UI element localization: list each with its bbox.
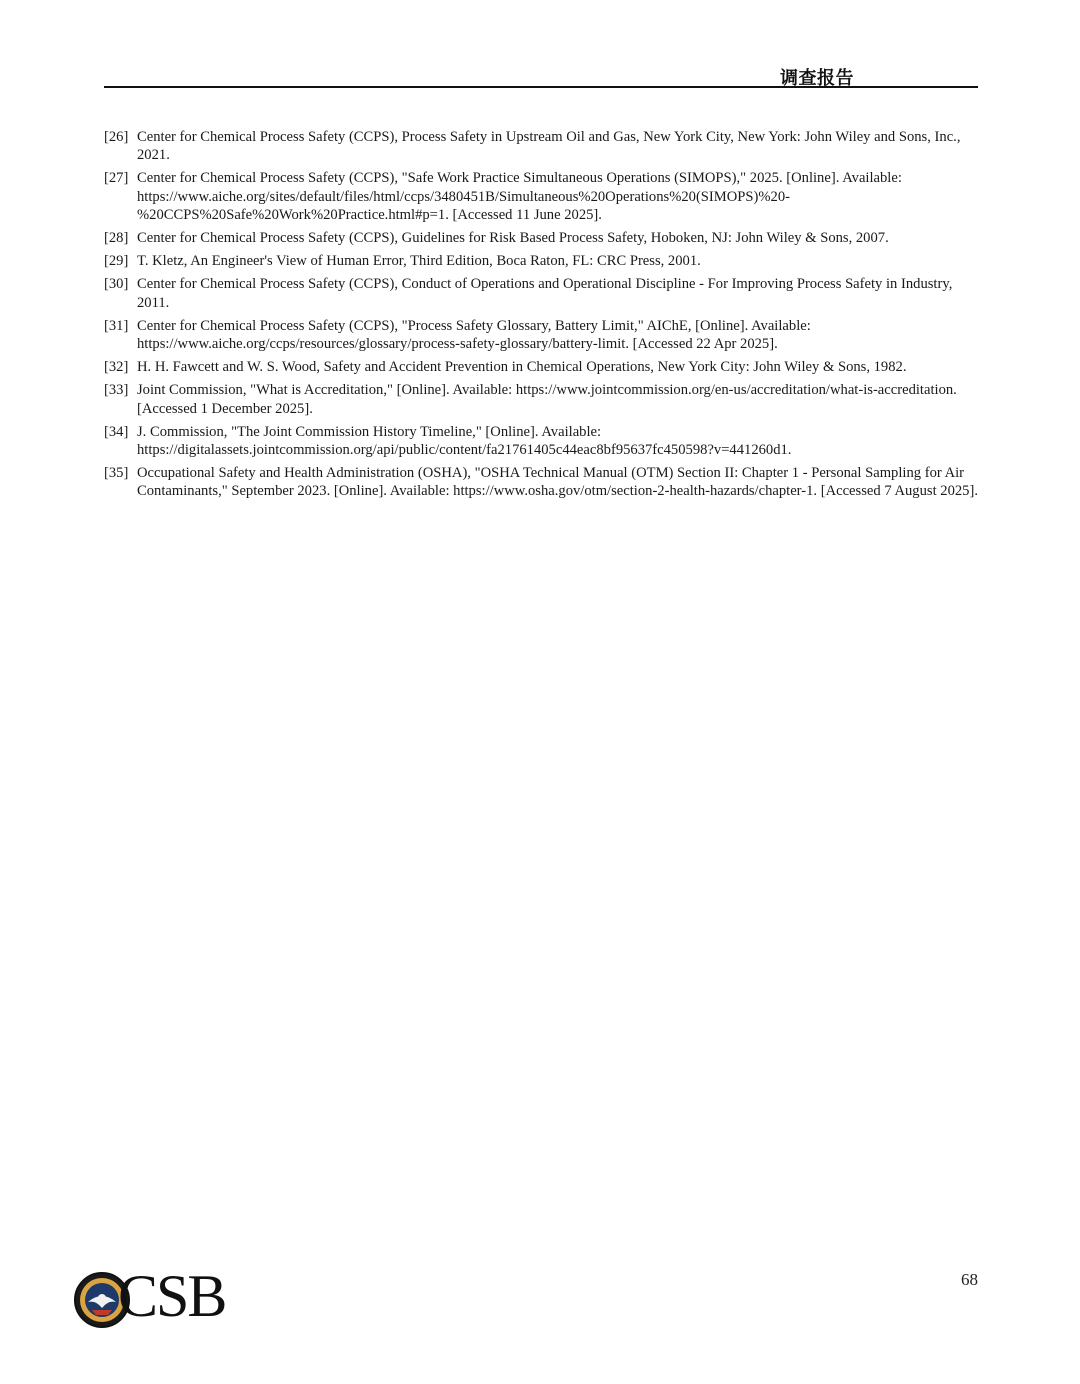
reference-text: Center for Chemical Process Safety (CCPS), Guidelines for Risk Based Process Safety, Hoboken, NJ: John Wiley & Sons, 2007.: [137, 230, 889, 247]
reference-item: [104, 358, 978, 376]
reference-item: [104, 128, 978, 164]
reference-list: [104, 128, 978, 506]
reference-item: [104, 169, 978, 224]
reference-number: [30]: [104, 276, 129, 293]
reference-item: [104, 423, 978, 459]
header-divider: [104, 86, 978, 88]
reference-item: [104, 381, 978, 417]
reference-item: [104, 275, 978, 311]
reference-text: H. H. Fawcett and W. S. Wood, Safety and Accident Prevention in Chemical Operations, New York City: John Wiley & Sons, 1982.: [137, 359, 907, 376]
reference-item: [104, 229, 978, 247]
reference-item: [104, 317, 978, 353]
reference-item: [104, 464, 978, 500]
reference-text: T. Kletz, An Engineer's View of Human Error, Third Edition, Boca Raton, FL: CRC Press, 2001.: [137, 253, 701, 270]
reference-text: Center for Chemical Process Safety (CCPS), "Process Safety Glossary, Battery Limit," AIChE, [Online]. Available: https://www.aiche.org/ccps/resources/glossary/process-safety-glossary/battery-limit. [Accessed 22 Apr 2025].: [137, 317, 811, 353]
reference-number: [28]: [104, 230, 129, 247]
header-title: 调查报告: [780, 68, 854, 89]
reference-text: Occupational Safety and Health Administration (OSHA), "OSHA Technical Manual (OTM) Section II: Chapter 1 - Personal Sampling for Air Contaminants," September 2023. [Online]. Available: https://www.osha.gov/otm/section-2-health-hazards/chapter-1. [Accessed 7 August 2025].: [137, 465, 978, 500]
page-number: 68: [961, 1270, 978, 1289]
reference-number: [29]: [104, 253, 129, 270]
reference-text: Center for Chemical Process Safety (CCPS), "Safe Work Practice Simultaneous Operations (SIMOPS)," 2025. [Online]. Available: https://www.aiche.org/sites/default/files/html/ccps/3480451B/Simultaneous%20Operations%20(SIMOPS)%20-%20CCPS%20Safe%20Work%20Practice.html#p=1. [Accessed 11 June 2025].: [137, 170, 902, 223]
reference-number: [33]: [104, 382, 129, 399]
reference-text: J. Commission, "The Joint Commission History Timeline," [Online]. Available: https://digitalassets.jointcommission.org/api/public/content/fa21761405c44eac8bf95637fc450598?v=441260d1.: [137, 423, 792, 459]
reference-item: [104, 252, 978, 270]
reference-text: Joint Commission, "What is Accreditation," [Online]. Available: https://www.jointcommission.org/en-us/accreditation/what-is-accreditation. [Accessed 1 December 2025].: [137, 382, 957, 417]
reference-number: [27]: [104, 170, 129, 187]
reference-text: Center for Chemical Process Safety (CCPS), Conduct of Operations and Operational Discipline - For Improving Process Safety in Industry, 2011.: [137, 276, 953, 311]
reference-number: [31]: [104, 317, 129, 334]
csb-logo-text: CSB: [118, 1263, 226, 1329]
reference-number: [32]: [104, 359, 129, 376]
reference-number: [34]: [104, 423, 129, 440]
reference-text: Center for Chemical Process Safety (CCPS), Process Safety in Upstream Oil and Gas, New York City, New York: John Wiley and Sons, Inc., 2021.: [137, 129, 961, 164]
reference-number: [35]: [104, 465, 129, 482]
csb-logo: [74, 1263, 226, 1330]
reference-number: [26]: [104, 129, 129, 145]
